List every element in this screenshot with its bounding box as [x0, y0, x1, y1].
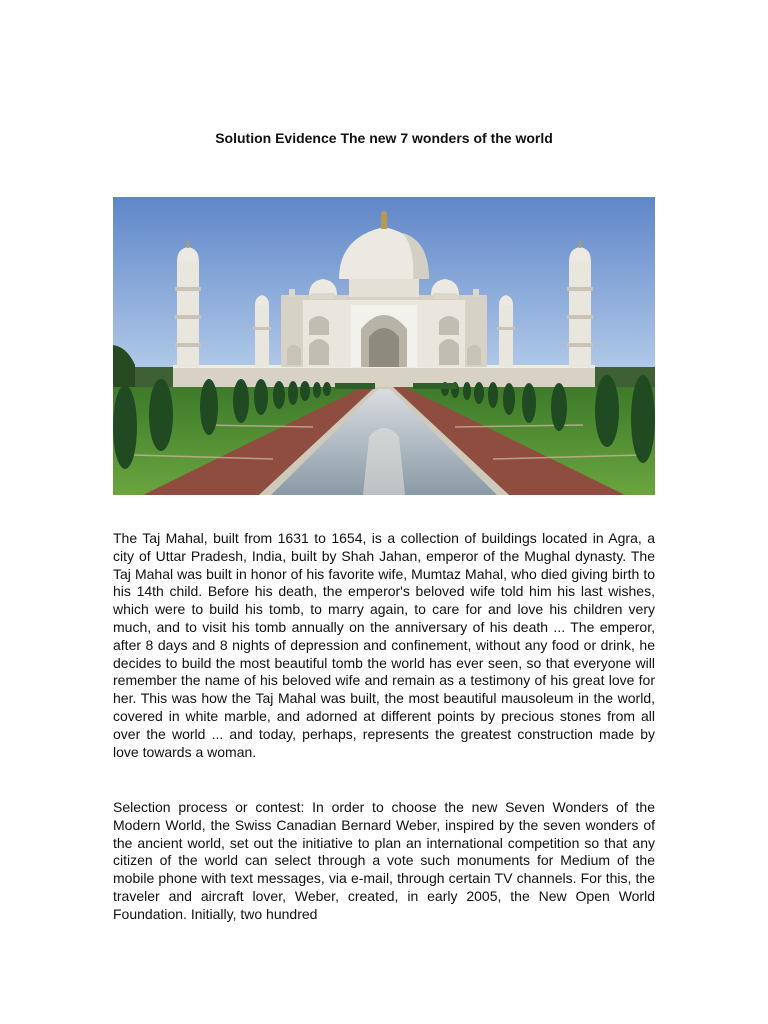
paragraph-taj-mahal: The Taj Mahal, built from 1631 to 1654, is a collection of buildings located in Agra, a city of Uttar Pradesh, India, built by Shah Jahan, emperor of the Mughal dynasty. The Taj Mahal was built in honor of his favorite wife, Mumtaz Mahal, who died giving birth to his 14th child. Before his death, the emperor's beloved wife told him his last wishes, which were to build his tomb, to marry again, to care for and love his children very much, and to visit his tomb annually on the anniversary of his death ... The emperor, after 8 days and 8 nights of depression and confinement, without any food or drink, he decides to build the most beautiful tomb the world has ever seen, so that everyone will remember the name of his beloved wife and remain as a testimony of his great love for her. This was how the Taj Mahal was built, the most beautiful mausoleum in the world, covered in white marble, and adorned at different points by precious stones from all over the world ... and today, perhaps, represents the greatest construction made by love towards a woman.: [113, 530, 655, 760]
document-title: Solution Evidence The new 7 wonders of the world: [215, 130, 553, 146]
paragraph-selection-process: Selection process or contest: In order to choose the new Seven Wonders of the Modern World, the Swiss Canadian Bernard Weber, inspired by the seven wonders of the ancient world, set out the initiative to plan an international competition so that any citizen of the world can select through a vote such monuments for Medium of the mobile phone with text messages, via e-mail, through certain TV channels. For this, the traveler and aircraft lover, Weber, created, in early 2005, the New Open World Foundation. Initially, two hundred: [113, 799, 655, 922]
taj-mahal-photo: [113, 197, 655, 495]
